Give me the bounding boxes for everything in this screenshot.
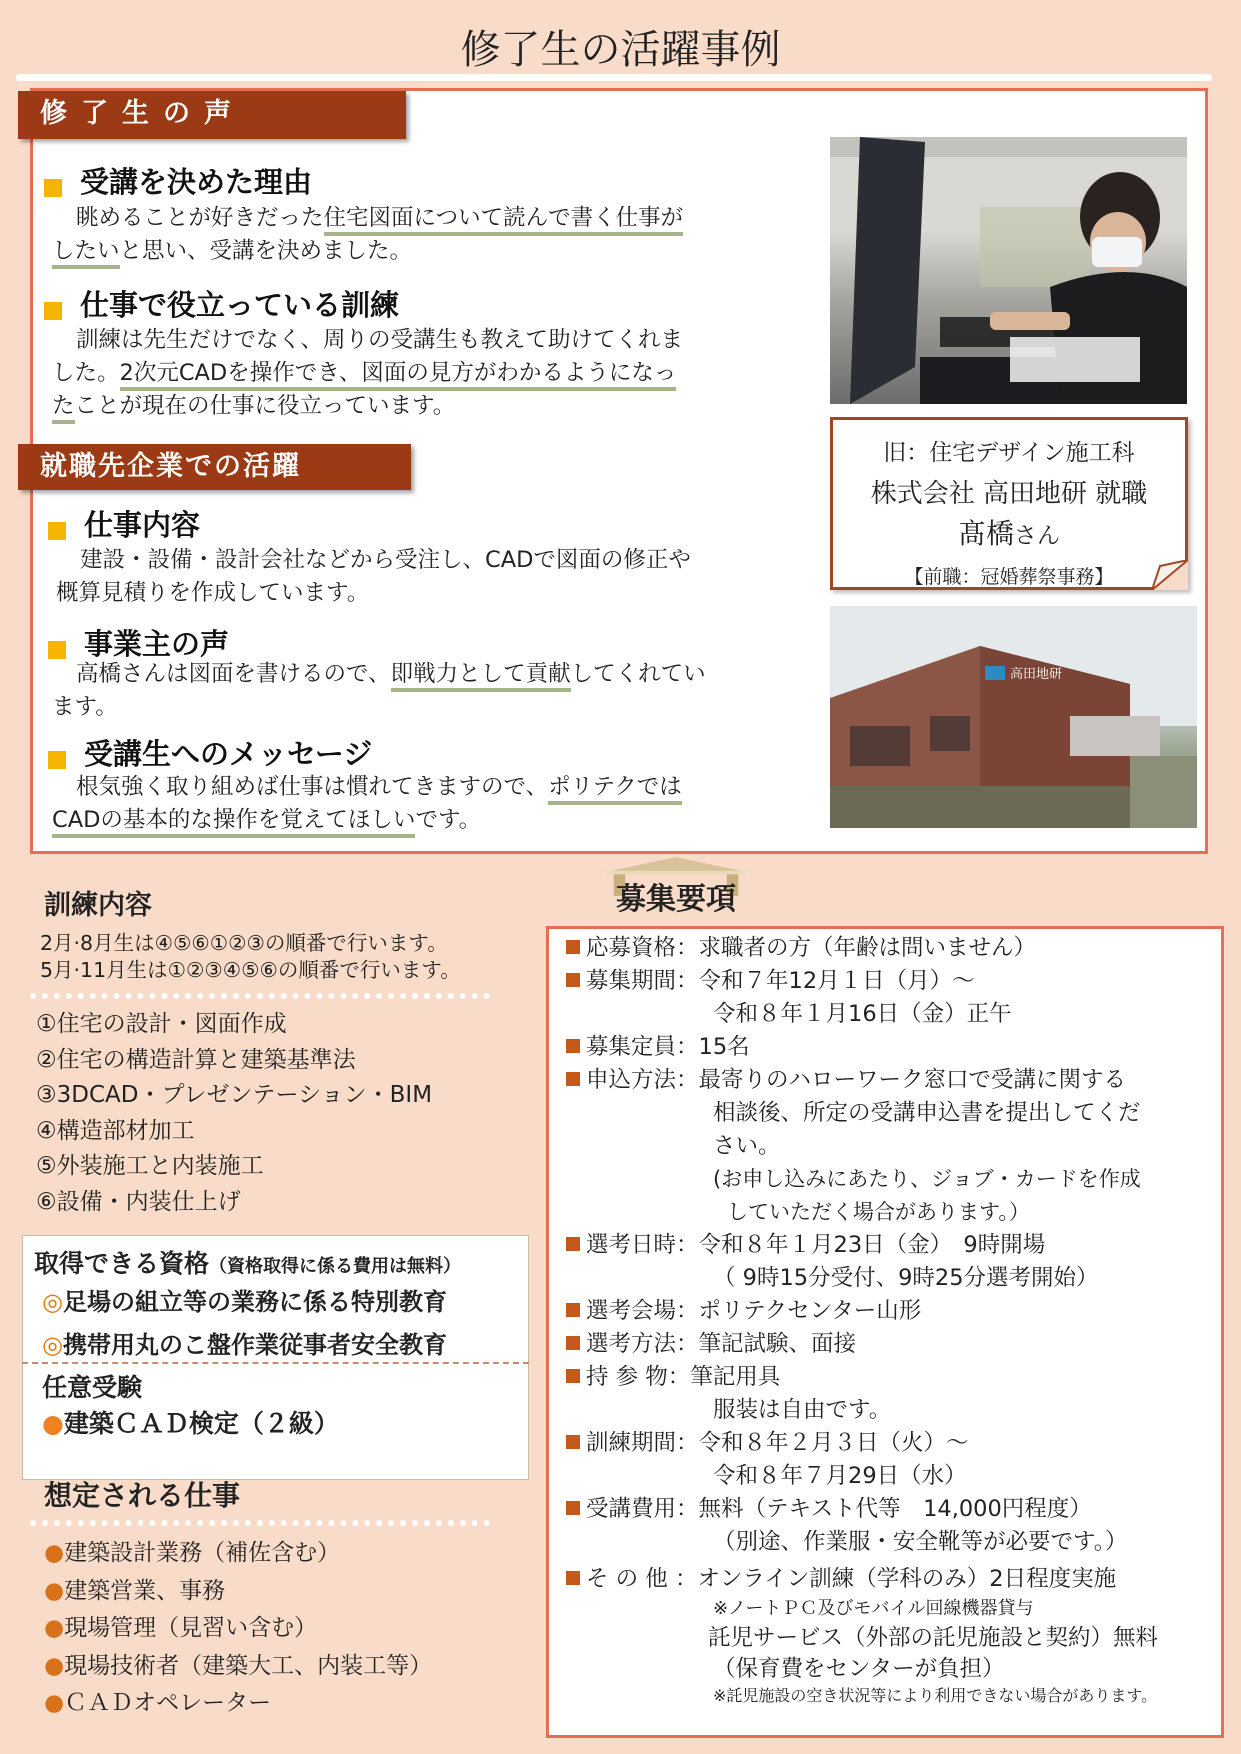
recruit-heading: 募集要項 [616, 882, 736, 917]
training-item: ③3DCAD・プレゼンテーション・BIM [36, 1082, 433, 1108]
jobs-heading: 想定される仕事 [44, 1479, 241, 1512]
company-building-photo [830, 606, 1197, 828]
graduate-photo [830, 137, 1187, 404]
training-period-row: 訓練期間：令和８年２月３日（火）～ [566, 1427, 1158, 1460]
job-item: ●ＣＡＤオペレーター [44, 1690, 272, 1716]
reason-text: 眺めることが好きだった住宅図面について読んで書く仕事が したいと思い、受講を決めました。 [52, 202, 782, 268]
square-bullet-icon [566, 940, 580, 954]
content-heading: 仕事内容 [48, 503, 200, 544]
optional-item: ●建築ＣＡＤ検定（２級） [42, 1409, 339, 1438]
qualifications-list [42, 1281, 447, 1367]
square-bullet-icon [48, 522, 66, 540]
useful-text: 訓練は先生だけでなく、周りの受講生も教えて助けてくれま した。2次元CADを操作でき、図面の見方がわかるようになっ たことが現在の仕事に役立っています。 [52, 324, 792, 423]
profile-company: 株式会社 高田地研 就職 [870, 479, 1148, 509]
training-list [36, 1007, 432, 1220]
profile-card [830, 417, 1188, 590]
title-divider [16, 74, 1212, 81]
square-bullet-icon [566, 1237, 580, 1251]
optional-heading: 任意受験 [42, 1373, 143, 1402]
square-bullet-icon [44, 302, 62, 320]
job-item: ●建築営業、事務 [44, 1577, 226, 1604]
square-bullet-icon [566, 1501, 580, 1515]
square-bullet-icon [48, 751, 66, 769]
venue-row: 選考会場：ポリテクセンター山形 [566, 1295, 1158, 1328]
employer-text: 高橋さんは図面を書けるので、即戦力として貢献してくれてい ます。 [52, 661, 706, 720]
eligibility-row: 応募資格：求職者の方（年齢は問いません） [566, 932, 1158, 965]
square-bullet-icon [566, 1039, 580, 1053]
square-bullet-icon [44, 179, 62, 197]
training-item: ②住宅の構造計算と建築基準法 [36, 1046, 356, 1073]
training-heading: 訓練内容 [44, 890, 152, 921]
job-item: ●建築設計業務（補佐含む） [44, 1540, 341, 1566]
qualification-item: ◎足場の組立等の業務に係る特別教育 [42, 1288, 447, 1316]
page-curl-icon [1152, 560, 1188, 590]
voice-header: 修了生の声 [18, 91, 406, 139]
dotted-divider [30, 1520, 490, 1526]
period-row: 募集期間：令和７年12月１日（月）～ [566, 965, 1158, 998]
training-order: 2月·8月生は④⑤⑥①②③の順番で行います。 5月·11月生は①②③④⑤⑥の順番で行います。 [40, 931, 461, 982]
dashed-divider [22, 1362, 529, 1364]
jobs-list [44, 1535, 432, 1723]
method-row: 選考方法：筆記試験、面接 [566, 1328, 1158, 1361]
building-sign: 高田地研 [1010, 667, 1063, 682]
qualifications-heading: 取得できる資格（資格取得に係る費用は無料） [34, 1249, 462, 1278]
dotted-divider [30, 993, 490, 999]
square-bullet-icon [48, 641, 66, 659]
job-item: ●現場管理（見習い含む） [44, 1615, 318, 1641]
square-bullet-icon [566, 1072, 580, 1086]
employer-heading: 事業主の声 [48, 622, 229, 663]
message-text: 根気強く取り組めば仕事は慣れてきますので、ポリテクでは CADの基本的な操作を覚えてほしいです。 [52, 771, 792, 837]
content-text: 建設・設備・設計会社などから受注し、CADで図面の修正や 概算見積りを作成しています。 [56, 547, 691, 606]
recruit-details: 応募資格：求職者の方（年齢は問いません） 募集期間：令和７年12月１日（月）～ 令和８年１月16日（金）正午 募集定員：15名 申込方法：最寄りのハローワーク窓口で受講に関する 相談後、所定の受講申込書を提出してくだ さい。 (お申し込みにあたり、ジョブ・カードを作成 していただく場合があります。） 選考日時：令和８年１月23日（金） 9時開場 （ 9時15分受付、9時25分選考開始） 選考会場：ポリテクセンター山形 選考方法：筆記試験、面接 持 参 物：筆記用具 服装は自由です。 訓練期間：令和８年２月３日（火）～ 令和８年７月29日（水） 受講費用：無料（テキスト代等 14,000円程度） （別途、作業服・安全靴等が必要です。） そ の 他 ：オンライン訓練（学科のみ）2日程度実施 ※ノートＰＣ及びモバイル回線機器貸与 託児サービス（外部の託児施設と契約）無料 （保育費をセンターが負担） ※託児施設の空き状況等により利用できない場合があります。 [566, 932, 1158, 1709]
training-item: ⑥設備・内装仕上げ [36, 1188, 241, 1215]
other-row: そ の 他 ：オンライン訓練（学科のみ）2日程度実施 [566, 1563, 1158, 1596]
training-item: ①住宅の設計・図面作成 [36, 1011, 287, 1037]
belongings-row: 持 参 物：筆記用具 [566, 1361, 1158, 1394]
reason-heading: 受講を決めた理由 [44, 160, 312, 201]
apply-row: 申込方法：最寄りのハローワーク窓口で受講に関する [566, 1064, 1158, 1097]
job-header: 就職先企業での活躍 [18, 444, 411, 490]
profile-course: 旧：住宅デザイン施工科 [883, 440, 1135, 466]
square-bullet-icon [566, 1336, 580, 1350]
qualification-item: ◎携帯用丸のこ盤作業従事者安全教育 [42, 1331, 447, 1359]
square-bullet-icon [566, 973, 580, 987]
square-bullet-icon [566, 1369, 580, 1383]
training-item: ④構造部材加工 [36, 1117, 195, 1144]
exam-date-row: 選考日時：令和８年１月23日（金） 9時開場 [566, 1229, 1158, 1262]
job-item: ●現場技術者（建築大工、内装工等） [44, 1652, 433, 1679]
training-item: ⑤外装施工と内装施工 [36, 1153, 264, 1179]
square-bullet-icon [566, 1435, 580, 1449]
profile-previous: 【前職：冠婚葬祭事務】 [904, 566, 1114, 588]
square-bullet-icon [566, 1571, 580, 1585]
fee-row: 受講費用：無料（テキスト代等 14,000円程度） [566, 1493, 1158, 1526]
square-bullet-icon [566, 1303, 580, 1317]
page-title: 修了生の活躍事例 [460, 27, 781, 73]
profile-name: 髙橋さん [957, 517, 1060, 550]
capacity-row: 募集定員：15名 [566, 1031, 1158, 1064]
useful-heading: 仕事で役立っている訓練 [44, 283, 399, 324]
message-heading: 受講生へのメッセージ [48, 732, 372, 773]
